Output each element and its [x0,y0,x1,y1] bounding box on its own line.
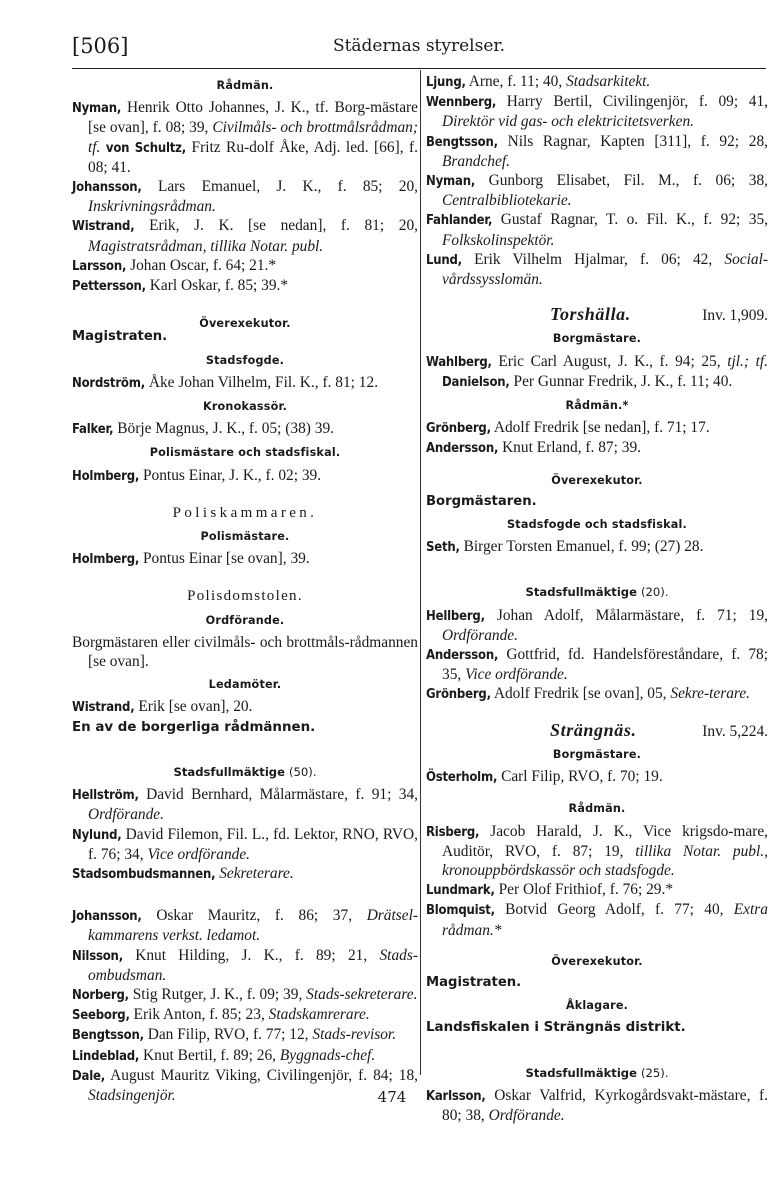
person-details: Dan Filip, RVO, f. 77; 12, [147,1026,309,1044]
right-column [426,72,768,1125]
person-name: Blomquist, [426,903,495,919]
person-entry [72,177,418,216]
page-title: Städernas styrelser. [332,36,506,56]
borgmastare-entry-torshalla [426,352,768,392]
person-details: Erik Vilhelm Hjalmar, f. 06; 42, [474,250,713,268]
person-details: Fritz Ru-dolf Åke, Adj. led. [66], f. 08; 41. [88,138,418,176]
person-entry [72,864,418,884]
person-name: Seeborg, [72,1008,130,1024]
person-title: Extra rådman.* [442,901,768,939]
person-title: Stads-revisor. [312,1026,397,1044]
person-details: Henrik Otto Johannes, J. K., tf. Borg-mästare [se ovan], f. 08; 39, [88,99,418,137]
person-details: Gunborg Elisabet, Fil. M., f. 06; 38, [488,172,768,190]
town-name-torshalla: Torshälla. [550,304,631,325]
person-details: Birger Torsten Emanuel, f. 99; (27) 28. [463,538,704,556]
person-name: Nyman, [426,174,476,190]
person-entry [72,98,418,177]
stadsfogde-entry [72,373,418,393]
person-title: Ordförande. [442,626,518,644]
officials-list [426,72,768,289]
person-details: Oskar Valfrid, Kyrkogårdsvakt-mästare, f. 80; 38, [442,1086,768,1124]
person-entry [426,92,768,131]
person-details: Karl Oskar, f. 85; 39.* [149,277,289,295]
person-name: Ljung, [426,75,466,90]
person-entry [426,171,768,210]
kronokassor-entry [72,419,418,439]
person-entry [72,1046,418,1066]
stadsfullmaktige-count-torshalla: (20). [641,585,669,600]
person-entry [72,373,418,393]
person-name: Grönberg, [426,687,491,703]
person-title: Direktör vid gas- och elektricitetsverken. [442,113,694,131]
person-entry [72,549,418,569]
person-title: tjl.; tf. [727,352,768,370]
person-name: Nilsson, [72,948,123,964]
page-bracket-number: [506] [72,34,129,58]
person-name: Wennberg, [426,95,497,111]
heading-aklagare-strangnas: Åklagare. [565,999,629,1013]
person-entry [72,1005,418,1025]
person-details: Lars Emanuel, J. K., f. 85; 20, [157,178,418,196]
person-details: Johan Adolf, Målarmästare, f. 71; 19, [496,606,768,624]
person-entry [426,132,768,171]
heading-radman: Rådmän. [216,79,274,92]
person-title: Stadskamrerare. [268,1006,370,1024]
person-name: Karlsson, [426,1088,486,1104]
person-name: Nordström, [72,375,145,391]
magistraten-label-strangnas: Magistraten. [426,974,522,990]
radman-list-strangnas [426,822,768,940]
person-details: Adolf Fredrik [se nedan], f. 71; 17. [493,419,710,437]
person-title: Social-vårdssysslomän. [442,250,768,289]
person-name: Lindeblad, [72,1048,140,1064]
person-details: Jacob Harald, J. K., Vice krigsdo-mare, Auditör, RVO, f. 87; 19, [442,822,768,860]
person-name: Johansson, [72,909,142,925]
person-name: Grönberg, [426,421,491,437]
heading-poliskammaren: Poliskammaren. [172,504,318,521]
person-title: Vice ordförande. [147,845,251,863]
person-name: Danielson, [442,374,510,390]
town-inhabitants-torshalla: Inv. 1,909. [702,307,768,325]
person-entry [426,880,768,900]
person-name: Pettersson, [72,279,146,295]
person-details: Gustaf Ragnar, T. o. Fil. K., f. 92; 35, [500,211,768,229]
person-details: Knut Hilding, J. K., f. 89; 21, [135,946,368,964]
person-name: Nylund, [72,827,122,843]
radman-list-torshalla [426,418,768,458]
person-entry [72,216,418,255]
person-details: David Bernhard, Målarmästare, f. 91; 34, [146,786,418,804]
person-title: Ordförande. [488,1106,565,1124]
person-entry [426,250,768,289]
person-title: Drätsel-kammarens verkst. ledamot. [88,907,418,945]
person-name: Seth, [426,540,460,556]
person-name: Wistrand, [72,700,135,716]
person-details: August Mauritz Viking, Civilingenjör, f. 84; 18, [110,1066,419,1084]
person-entry [426,645,768,684]
person-details: Adolf Fredrik [se ovan], 05, [493,685,667,703]
page-number-footer: 474 [377,1088,407,1106]
fullmaktige-staff-list [72,906,418,1105]
radman-list [72,98,418,296]
person-entry [72,466,418,486]
person-entry [426,900,768,939]
stadsfullmaktige-count: (50). [289,764,317,779]
borgmastare-entry-strangnas [426,767,768,787]
person-name: Lund, [426,252,462,268]
heading-radman-strangnas: Rådmän. [568,802,626,816]
person-details: Erik, J. K. [se nedan], f. 81; 20, [149,217,418,235]
person-title: tillika Notar. publ., kronouppbördskassör och stadsfogde. [442,842,768,879]
person-details: Carl Filip, RVO, f. 70; 19. [501,768,663,786]
person-entry [426,822,768,881]
person-title: Inskrivningsrådman. [88,198,216,216]
page-header [72,34,766,69]
person-title: Stadsarkitekt. [566,73,651,90]
polismastare-entry [72,549,418,569]
person-entry [72,256,418,276]
person-name: Larsson, [72,258,127,274]
person-details: Arne, f. 11; 40, [468,73,563,90]
person-name: Stadsombudsmannen, [72,866,216,882]
person-entry [426,210,768,249]
person-name: Wahlberg, [426,354,492,370]
ledamoter-entry [72,697,418,717]
person-name: Hellström, [72,788,139,804]
person-title: Byggnads-chef. [279,1046,376,1064]
heading-overexekutor-strangnas: Överexekutor. [551,954,643,968]
person-title: Sekre-terare. [670,685,750,703]
person-name: Johansson, [72,180,142,196]
person-details: Nils Ragnar, Kapten [311], f. 92; 28, [507,132,768,150]
person-title: Stadsingenjör. [88,1086,176,1104]
person-details: David Filemon, Fil. L., fd. Lektor, RNO, RVO, f. 76; 34, [88,825,418,863]
ordforande-text: Borgmästaren eller civilmåls- och brottmåls-rådmannen [se ovan]. [72,633,418,671]
stadsfogde-entry-torshalla [426,537,768,557]
fullmaktige-officers-list [72,785,418,884]
stadsfullmaktige-label-torshalla: Stadsfullmäktige [525,585,637,600]
town-inhabitants-strangnas: Inv. 5,224. [702,722,768,740]
person-name: Andersson, [426,648,499,664]
person-entry [426,352,768,392]
person-details: Erik Anton, f. 85; 23, [133,1006,265,1024]
person-entry [72,985,418,1005]
person-name: Holmberg, [72,468,140,484]
person-details: Pontus Einar [se ovan], 39. [142,550,310,568]
person-title: Stads-ombudsman. [88,946,418,984]
person-details: Per Gunnar Fredrik, J. K., f. 11; 40. [513,372,733,390]
heading-overexekutor-torshalla: Överexekutor. [551,473,643,487]
person-entry [426,72,768,92]
person-details: Stig Rutger, J. K., f. 09; 39, [132,985,303,1003]
left-column [72,72,418,1105]
person-details: Knut Erland, f. 87; 39. [502,439,641,457]
person-title: Sekreterare. [219,864,294,882]
person-entry [72,825,418,864]
person-details: Åke Johan Vilhelm, Fil. K., f. 81; 12. [148,373,379,391]
borgmastaren-label-torshalla: Borgmästaren. [426,493,537,509]
heading-ordforande: Ordförande. [205,613,285,627]
heading-overexekutor: Överexekutor. [199,317,291,331]
person-entry [72,276,418,296]
person-entry [72,1025,418,1045]
person-title: Brandchef. [442,152,510,170]
person-entry [426,767,768,787]
person-entry [426,438,768,458]
person-name: Österholm, [426,770,498,786]
person-entry [72,906,418,945]
person-title: Magistratsrådman, tillika Notar. publ. [88,237,324,255]
person-name: Wistrand, [72,219,135,235]
person-entry [72,946,418,985]
heading-kronokassor: Kronokassör. [202,400,288,414]
person-name: Norberg, [72,987,129,1003]
heading-borgmastare-strangnas: Borgmästare. [552,747,642,761]
person-name: Nyman, [72,101,122,117]
person-name: Holmberg, [72,552,140,568]
heading-stadsfogde-torshalla: Stadsfogde och stadsfiskal. [507,518,687,532]
stadsfullmaktige-count-strangnas: (25). [641,1065,669,1080]
person-entry [426,606,768,645]
stadsfullmaktige-label-strangnas: Stadsfullmäktige [525,1065,637,1080]
magistraten-label: Magistraten. [72,329,168,345]
person-name: Lundmark, [426,883,495,899]
town-name-strangnas: Strängnäs. [550,719,637,740]
person-details: Oskar Mauritz, f. 86; 37, [156,907,353,925]
person-name: Bengtsson, [426,134,498,150]
person-entry [426,684,768,704]
person-entry [426,537,768,557]
person-name: Hellberg, [426,608,485,624]
person-entry [426,418,768,438]
person-details: Erik [se ovan], 20. [138,698,253,716]
heading-polismastare-stadsfiskal: Polismästare och stadsfiskal. [149,446,341,460]
column-divider [420,70,421,1075]
heading-ledamoter: Ledamöter. [208,678,282,692]
person-title: Folkskolinspektör. [442,231,555,249]
heading-stadsfullmaktige-strangnas [426,1064,768,1083]
person-title: Centralbibliotekarie. [442,192,572,210]
person-name: Andersson, [426,441,499,457]
heading-stadsfogde: Stadsfogde. [205,353,285,367]
person-name: Bengtsson, [72,1028,144,1044]
person-name: Risberg, [426,824,480,840]
person-details: Per Olof Frithiof, f. 76; 29.* [498,881,674,899]
person-details: Knut Bertil, f. 89; 26, [143,1046,276,1064]
person-entry [72,697,418,717]
stadsfullmaktige-label: Stadsfullmäktige [173,764,285,779]
person-name: Falker, [72,422,114,438]
heading-polismastare: Polismästare. [200,530,290,544]
person-title: Vice ordförande. [465,666,568,684]
person-details: Pontus Einar, J. K., f. 02; 39. [142,466,322,484]
person-entry [72,785,418,824]
heading-polisdomstolen: Polisdomstolen. [187,588,303,605]
heading-radman-torshalla: Rådmän.* [565,399,629,413]
fullmaktige-list-torshalla [426,606,768,705]
aklagare-strangnas: Landsfiskalen i Strängnäs distrikt. [426,1020,686,1036]
heading-borgmastare-torshalla: Borgmästare. [552,332,642,346]
person-details: Gottfrid, fd. Handelsföreståndare, f. 78; 35, [442,646,768,684]
person-details: Börje Magnus, J. K., f. 05; (38) 39. [117,420,334,438]
person-details: Johan Oscar, f. 64; 21.* [130,256,277,274]
person-details: Botvid Georg Adolf, f. 77; 40, [505,901,724,919]
person-name: von Schultz, [105,140,187,156]
heading-stadsfullmaktige-torshalla [426,583,768,602]
town-torshalla [426,305,768,325]
polismastare-stadsfiskal-entry [72,466,418,486]
person-name: Dale, [72,1068,105,1084]
town-strangnas [426,721,768,741]
person-title: Civilmåls- och brottmålsrådman; tf. [88,119,418,156]
person-details: Harry Bertil, Civilingenjör, f. 09; 41, [506,93,768,111]
person-details: Eric Carl August, J. K., f. 94; 25, [498,352,721,370]
borgerliga-radmannen: En av de borgerliga rådmännen. [72,719,316,735]
person-name: Fahlander, [426,213,493,229]
person-title: Stads-sekreterare. [306,985,418,1003]
person-entry [72,419,418,439]
heading-stadsfullmaktige [72,763,418,782]
person-title: Ordförande. [88,806,164,824]
